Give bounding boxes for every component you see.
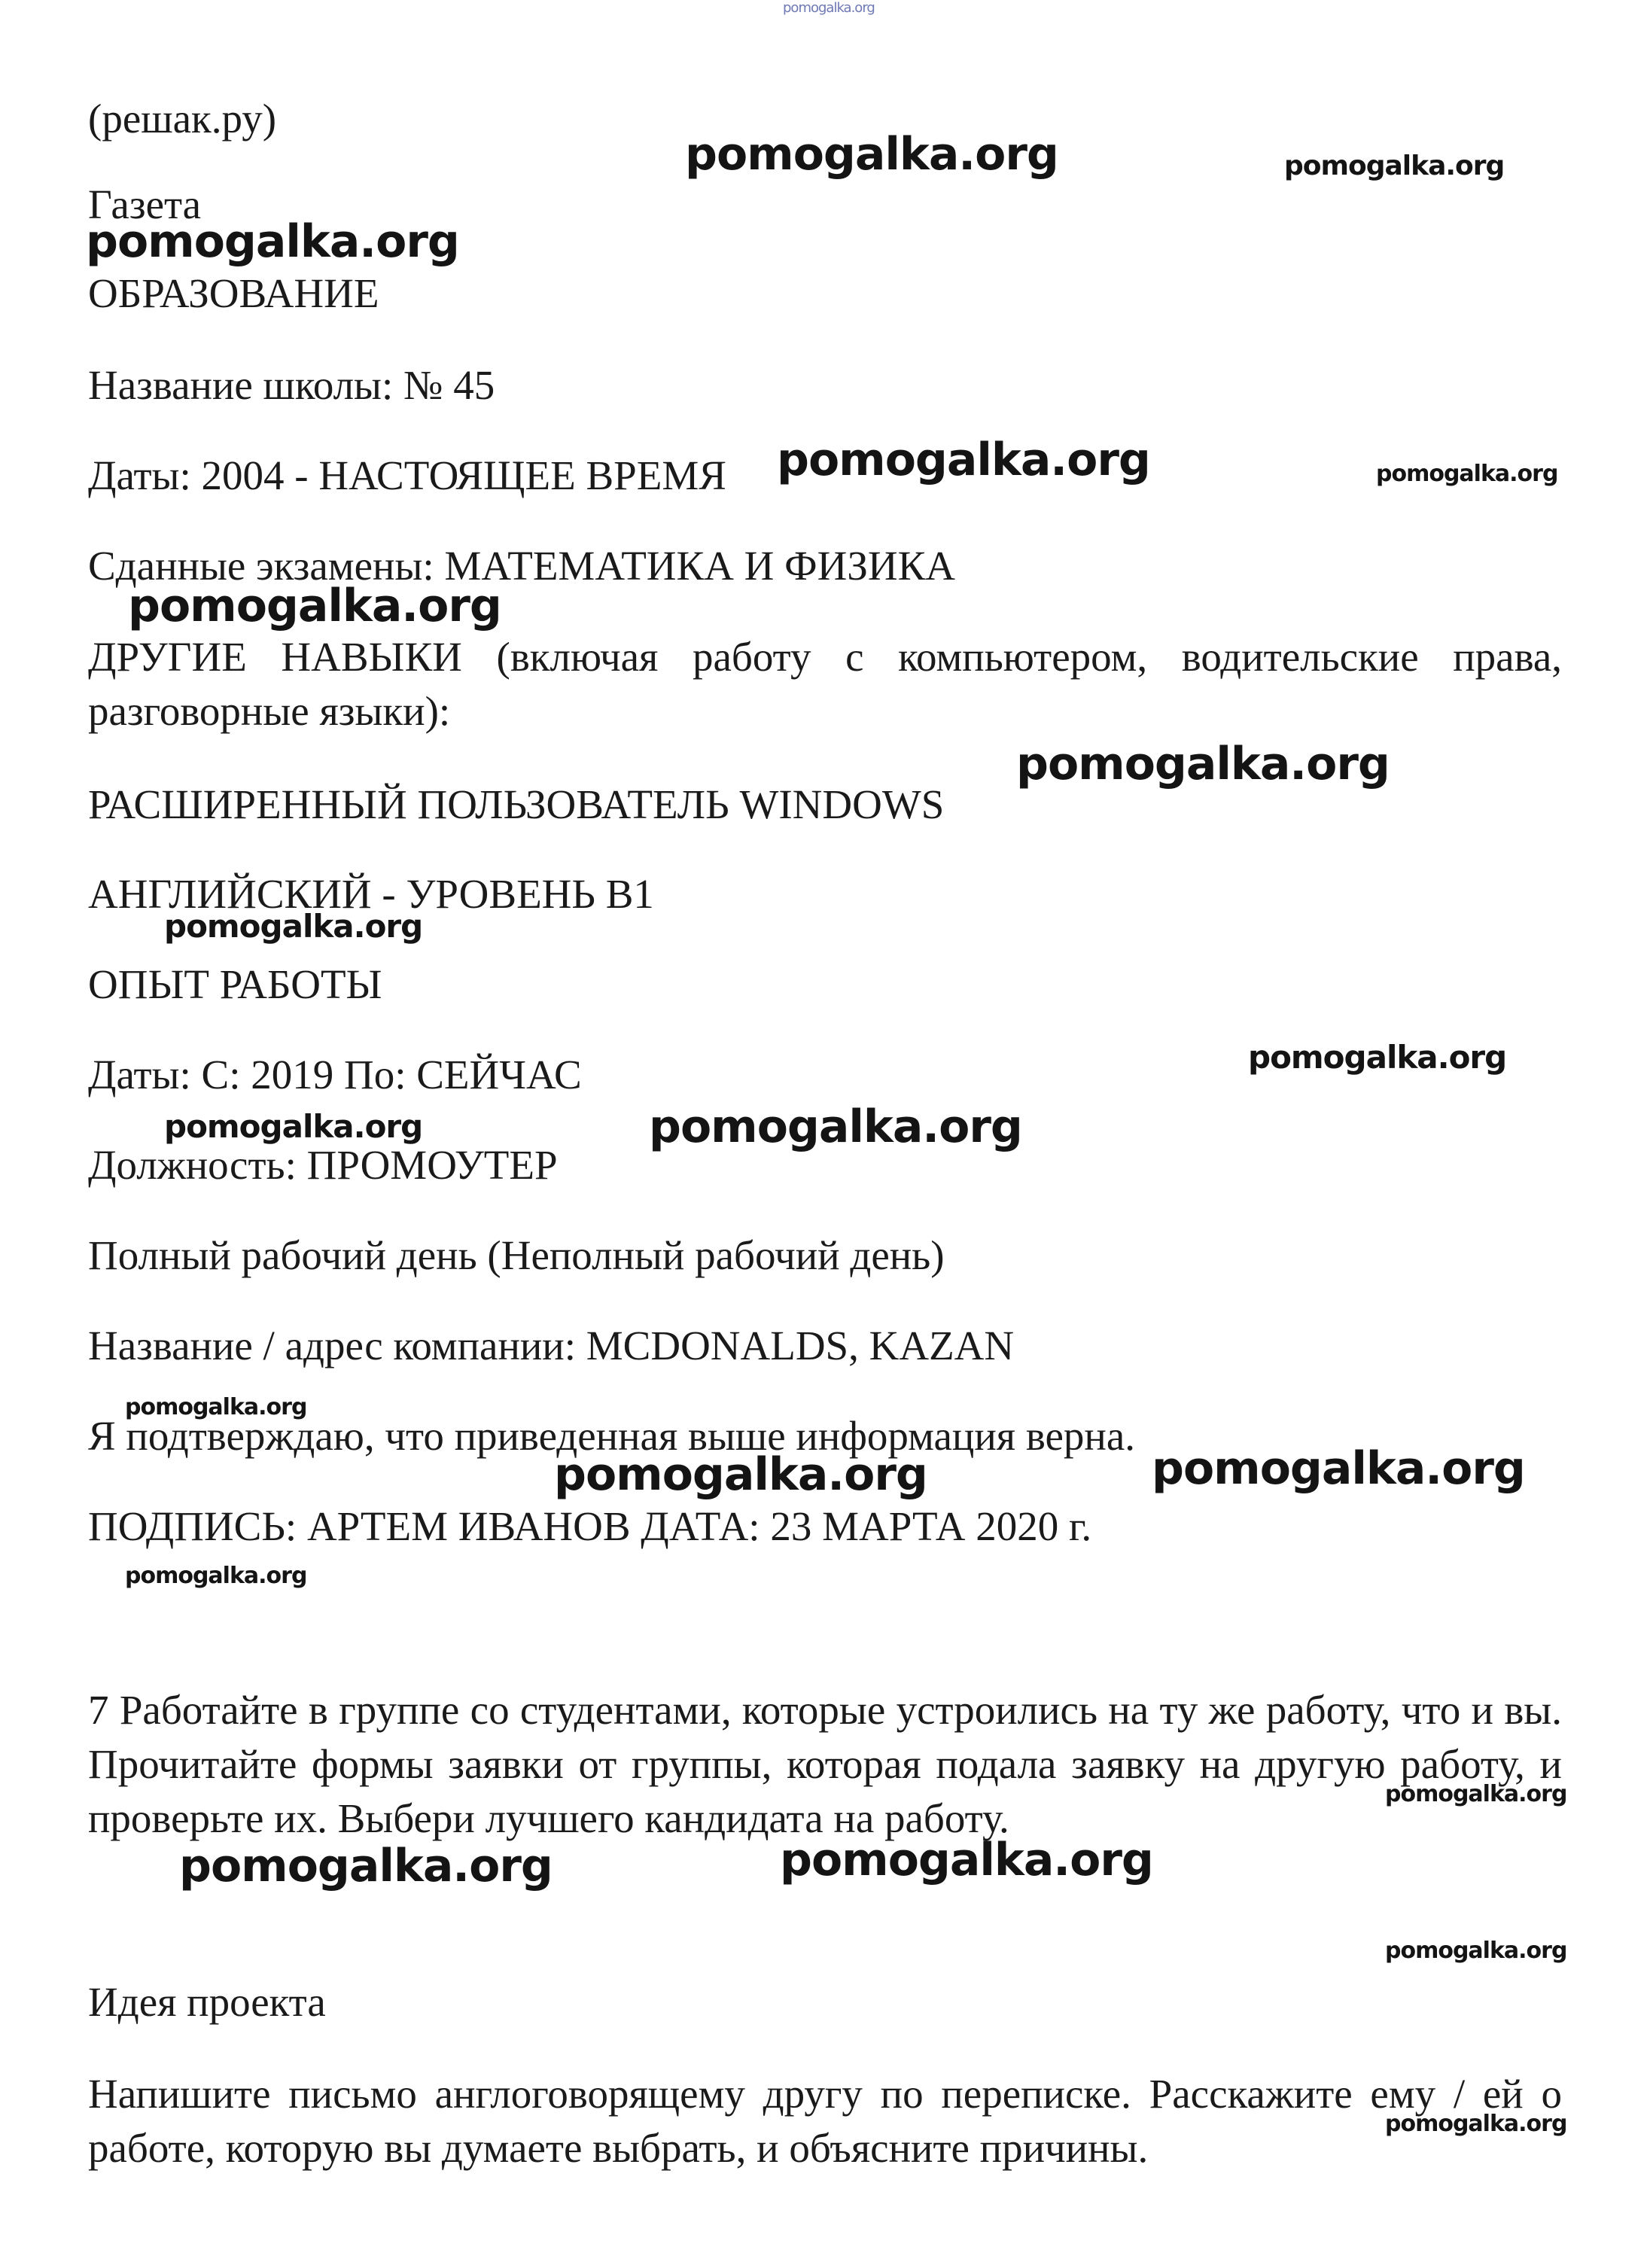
watermark: pomogalka.org bbox=[86, 215, 459, 268]
watermark: pomogalka.org bbox=[164, 908, 423, 945]
watermark: pomogalka.org bbox=[777, 434, 1150, 486]
position: Должность: ПРОМОУТЕР bbox=[88, 1142, 558, 1188]
watermark: pomogalka.org bbox=[1385, 1938, 1567, 1964]
watermark: pomogalka.org bbox=[125, 1563, 307, 1589]
watermark: pomogalka.org bbox=[1376, 461, 1558, 487]
confirmation: Я подтверждаю, что приведенная выше информация верна. bbox=[88, 1413, 1136, 1459]
project-heading: Идея проекта bbox=[88, 1979, 326, 2025]
watermark: pomogalka.org bbox=[554, 1448, 927, 1501]
watermark: pomogalka.org bbox=[1284, 151, 1505, 181]
watermark: pomogalka.org bbox=[179, 1840, 553, 1892]
task-7: 7 Работайте в группе со студентами, которые устроились на ту же работу, что и вы. Прочитайте формы заявки от группы, которая подала заявку на другую работу, и проверьте их. Выбери лучшего кандидата на работу. bbox=[88, 1687, 1562, 1841]
watermark: pomogalka.org bbox=[1248, 1039, 1507, 1076]
company: Название / адрес компании: MCDONALDS, KAZAN bbox=[88, 1323, 1015, 1368]
education-dates: Даты: 2004 - НАСТОЯЩЕЕ ВРЕМЯ bbox=[88, 452, 726, 498]
watermark: pomogalka.org bbox=[1016, 738, 1390, 790]
watermark: pomogalka.org bbox=[1152, 1442, 1525, 1495]
watermark: pomogalka.org bbox=[164, 1108, 423, 1145]
watermark: pomogalka.org bbox=[1385, 1781, 1567, 1807]
other-skills: ДРУГИЕ НАВЫКИ (включая работу с компьютером, водительские права, разговорные языки): bbox=[88, 634, 1562, 734]
watermark: pomogalka.org bbox=[780, 1834, 1153, 1886]
work-experience-heading: ОПЫТ РАБОТЫ bbox=[88, 961, 382, 1007]
school-name: Название школы: № 45 bbox=[88, 362, 495, 408]
work-dates: Даты: С: 2019 По: СЕЙЧАС bbox=[88, 1052, 582, 1097]
skill-windows: РАСШИРЕННЫЙ ПОЛЬЗОВАТЕЛЬ WINDOWS bbox=[88, 781, 945, 827]
watermark: pomogalka.org bbox=[128, 580, 501, 632]
watermark: pomogalka.org bbox=[125, 1394, 307, 1420]
source-label: (решак.ру) bbox=[88, 96, 277, 142]
watermark: pomogalka.org bbox=[685, 128, 1058, 181]
education-heading-line2: ОБРАЗОВАНИЕ bbox=[88, 270, 379, 316]
project-text: Напишите письмо англоговорящему другу по переписке. Расскажите ему / ей о работе, которую вы думаете выбрать, и объясните причины. bbox=[88, 2071, 1562, 2171]
education-heading-line1: Газета bbox=[88, 181, 202, 227]
signature: ПОДПИСЬ: АРТЕМ ИВАНОВ ДАТА: 23 МАРТА 2020 г. bbox=[88, 1503, 1092, 1549]
watermark: pomogalka.org bbox=[1385, 2111, 1567, 2137]
exams-passed: Сданные экзамены: МАТЕМАТИКА И ФИЗИКА bbox=[88, 543, 955, 589]
skill-english: АНГЛИЙСКИЙ - УРОВЕНЬ B1 bbox=[88, 871, 654, 917]
work-hours: Полный рабочий день (Неполный рабочий день) bbox=[88, 1232, 945, 1278]
watermark-top: pomogalka.org bbox=[783, 0, 875, 16]
watermark: pomogalka.org bbox=[649, 1101, 1022, 1153]
